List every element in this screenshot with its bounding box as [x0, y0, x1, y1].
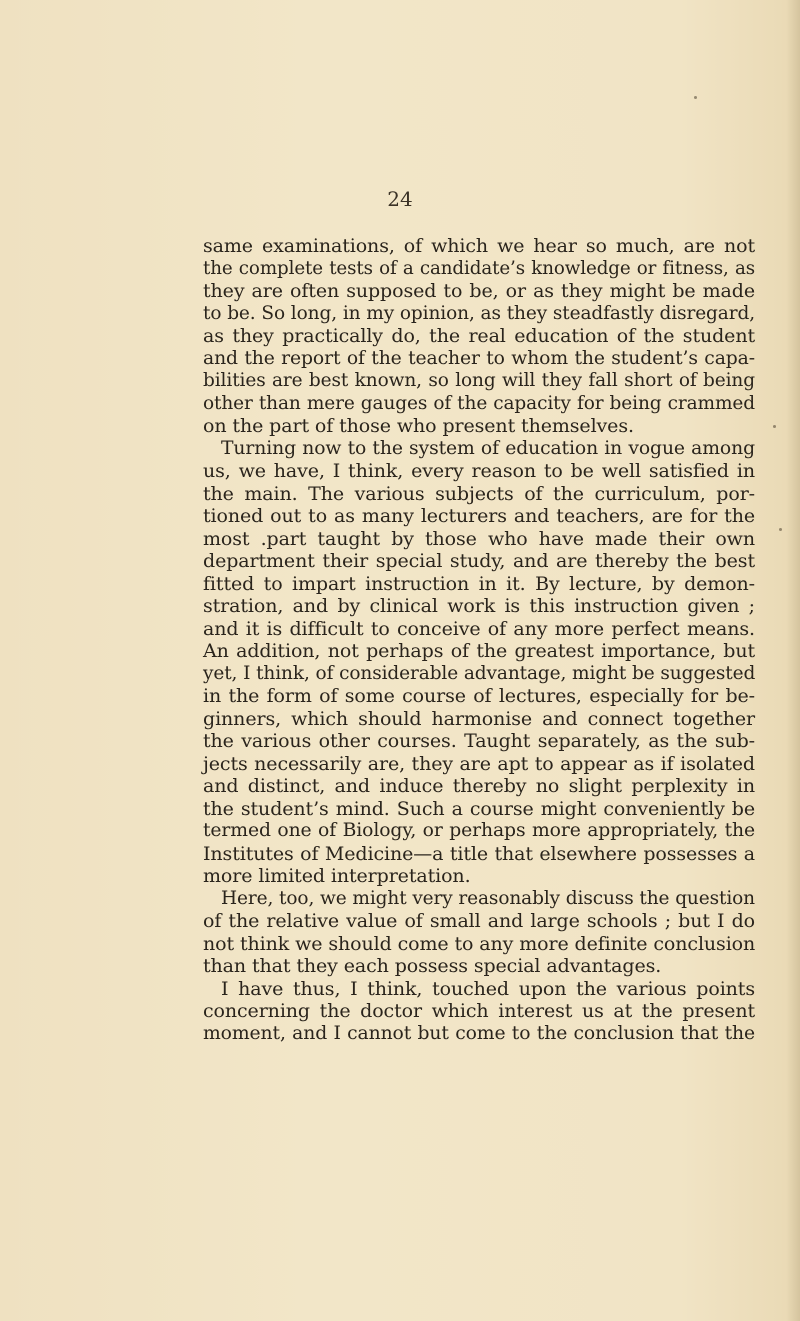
text-line: and distinct, and induce thereby no slight perplexity in	[203, 775, 755, 797]
text-line: Here, too, we might very reasonably discuss the question	[221, 887, 755, 909]
text-line: jects necessarily are, they are apt to appear as if isolated	[203, 752, 755, 775]
text-line: other than mere gauges of the capacity for being crammed	[203, 392, 755, 414]
text-line: in the form of some course of lectures, especially for be-	[203, 685, 755, 707]
text-line: of the relative value of small and large schools ; but I do	[203, 910, 755, 932]
page-number: 24	[387, 187, 413, 211]
text-line: than that they each possess special advantages.	[203, 955, 662, 977]
text-line: termed one of Biology, or perhaps more appropriately, the	[203, 820, 755, 841]
text-line: tioned out to as many lecturers and teachers, are for the	[203, 505, 755, 527]
text-line: as they practically do, the real education of the student	[203, 325, 755, 347]
text-line: more limited interpretation.	[203, 865, 471, 887]
text-line: Turning now to the system of education in vogue among	[221, 437, 755, 459]
text-line: yet, I think, of considerable advantage, might be suggested	[203, 662, 756, 684]
text-line: and the report of the teacher to whom the student’s capa-	[203, 347, 755, 369]
text-line: most .part taught by those who have made their own	[203, 527, 755, 550]
text-line: on the part of those who present themselves.	[203, 415, 634, 437]
body-text	[203, 235, 755, 1045]
text-line: the complete tests of a candidate’s knowledge or fitness, as	[203, 257, 755, 279]
text-line: not think we should come to any more definite conclusion	[203, 932, 756, 955]
paper-speck	[773, 425, 776, 428]
text-line: ginners, which should harmonise and connect together	[203, 707, 755, 730]
text-line: concerning the doctor which interest us at the present	[203, 1000, 755, 1022]
text-line: the main. The various subjects of the curriculum, por-	[203, 482, 755, 505]
paper-speck	[694, 96, 697, 99]
text-line: stration, and by clinical work is this instruction given ;	[203, 595, 755, 617]
text-line: same examinations, of which we hear so much, are not	[203, 235, 755, 257]
text-line: fitted to impart instruction in it. By lecture, by demon-	[203, 572, 755, 595]
text-line: An addition, not perhaps of the greatest importance, but	[203, 640, 755, 662]
text-line: and it is difficult to conceive of any more perfect means.	[203, 617, 755, 640]
text-line: to be. So long, in my opinion, as they steadfastly disregard,	[203, 302, 755, 324]
paper-speck	[779, 528, 782, 531]
text-line: moment, and I cannot but come to the conclusion that the	[203, 1022, 755, 1044]
text-line: the various other courses. Taught separately, as the sub-	[203, 730, 755, 752]
text-line: I have thus, I think, touched upon the various points	[221, 977, 755, 1000]
text-line: the student’s mind. Such a course might conveniently be	[203, 797, 755, 820]
text-line: they are often supposed to be, or as they might be made	[203, 280, 755, 302]
text-line: department their special study, and are thereby the best	[203, 550, 755, 572]
text-line: bilities are best known, so long will they fall short of being	[203, 370, 755, 391]
text-line: us, we have, I think, every reason to be well satisfied in	[203, 460, 755, 482]
text-line: Institutes of Medicine—a title that elsewhere possesses a	[203, 842, 755, 865]
